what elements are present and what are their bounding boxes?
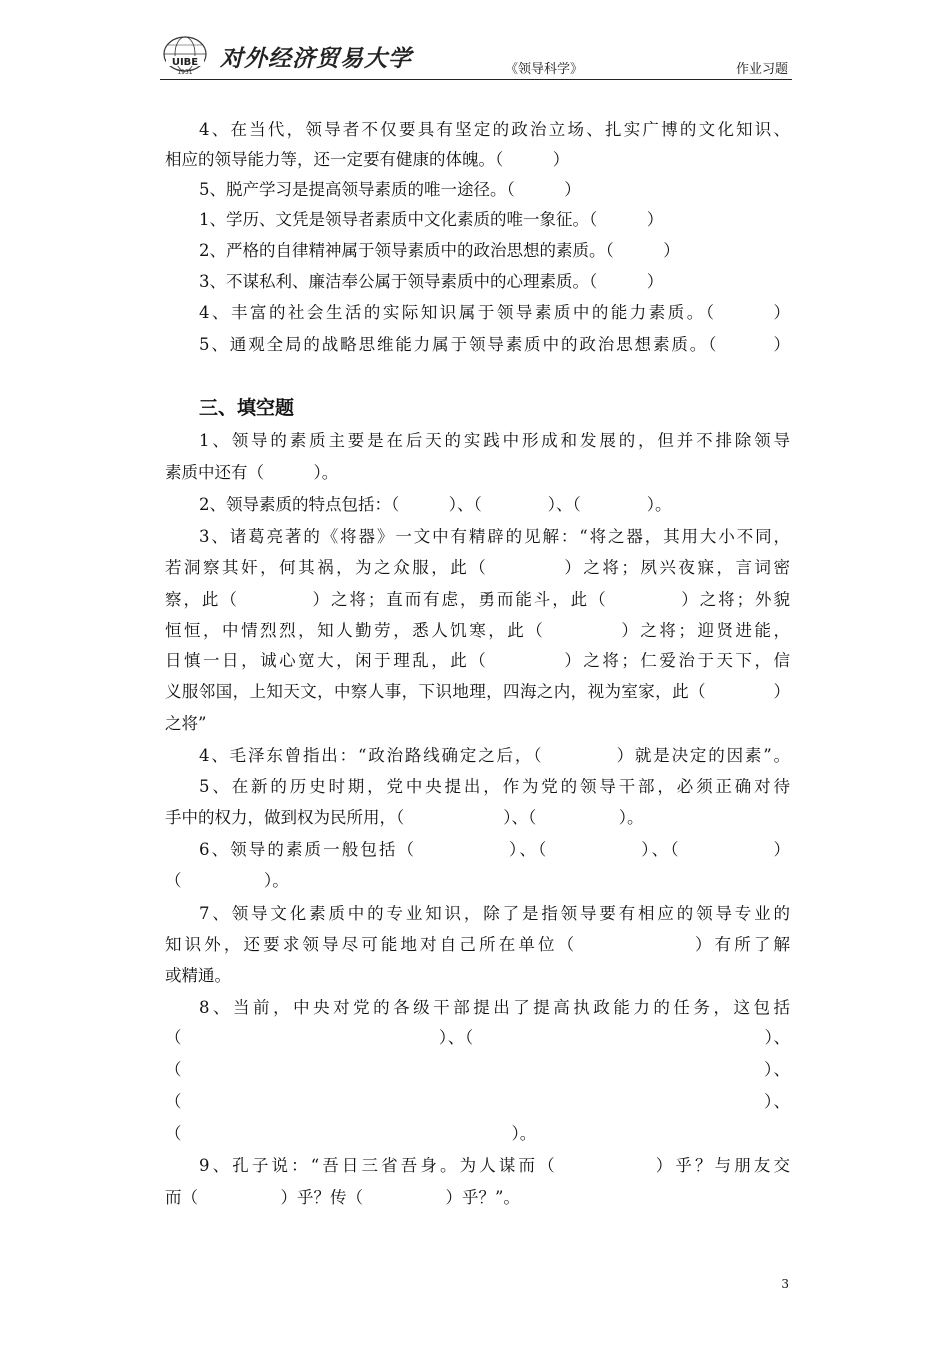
text-line: （ ）、 (165, 1092, 790, 1111)
section-heading: 三、填空题 (199, 397, 295, 419)
text-line: 义服邻国，上知天文，中察人事，下识地理，四海之内，视为室家，此（ ） (165, 682, 790, 701)
text-line: 之将” (165, 714, 207, 733)
text-line: 1、学历、文凭是领导者素质中文化素质的唯一象征。（ ） (199, 210, 664, 229)
university-logo-icon (160, 34, 210, 76)
text-line: 3、诸葛亮著的《将器》一文中有精辟的见解：“将之器，其用大小不同， (199, 527, 790, 546)
text-line: 4、在当代，领导者不仅要具有坚定的政治立场、扎实广博的文化知识、 (199, 120, 790, 139)
text-line: 6、领导的素质一般包括（ ）、（ ）、（ ） (199, 840, 790, 859)
text-line: 9、孔子说：“吾日三省吾身。为人谋而（ ）乎？与朋友交 (199, 1156, 790, 1175)
text-line: 知识外，还要求领导尽可能地对自己所在单位（ ）有所了解 (165, 935, 790, 954)
text-line: 8、当前，中央对党的各级干部提出了提高执政能力的任务，这包括 (199, 998, 790, 1017)
text-line: 5、脱产学习是提高领导素质的唯一途径。（ ） (199, 180, 581, 199)
course-title: 《领导科学》 (505, 62, 584, 77)
text-line: 4、毛泽东曾指出：“政治路线确定之后，（ ）就是决定的因素”。 (199, 746, 790, 765)
text-line: （ ）、 (165, 1060, 790, 1079)
text-line: 手中的权力，做到权为民所用，（ ）、（ ）。 (165, 808, 644, 827)
svg-text:UIBE: UIBE (171, 57, 199, 68)
text-line: 日慎一日，诚心宽大，闲于理乱，此（ ）之将；仁爱治于天下，信 (165, 651, 790, 670)
text-line: 5、通观全局的战略思维能力属于领导素质中的政治思想素质。（ ） (199, 335, 790, 354)
text-line: 若洞察其奸，何其祸，为之众服，此（ ）之将；夙兴夜寐，言词密 (165, 558, 790, 577)
text-line: 素质中还有（ ）。 (165, 463, 339, 482)
text-line: （ ）。 (165, 871, 289, 890)
page-number: 3 (781, 1277, 789, 1291)
text-line: 5、在新的历史时期，党中央提出，作为党的领导干部，必须正确对待 (199, 777, 790, 796)
header-rule (160, 79, 792, 80)
svg-text:1951: 1951 (177, 69, 193, 76)
text-line: 1、领导的素质主要是在后天的实践中形成和发展的，但并不排除领导 (199, 431, 790, 450)
text-line: 恒恒，中情烈烈，知人勤劳，悉人饥寒，此（ ）之将；迎贤进能， (165, 621, 790, 640)
university-name: 对外经济贸易大学 (220, 45, 412, 72)
text-line: 2、领导素质的特点包括：（ ）、（ ）、（ ）。 (199, 495, 672, 514)
text-line: 4、丰富的社会生活的实际知识属于领导素质中的能力素质。（ ） (199, 303, 790, 322)
text-line: 察，此（ ）之将；直而有虑，勇而能斗，此（ ）之将；外貌 (165, 590, 790, 609)
text-line: （ ）。 (165, 1124, 537, 1143)
section-tag: 作业习题 (735, 62, 788, 77)
text-line: （ ）、（ ）、 (165, 1028, 790, 1047)
text-line: 3、不谋私利、廉洁奉公属于领导素质中的心理素质。（ ） (199, 272, 664, 291)
page-header (160, 30, 792, 80)
text-line: 相应的领导能力等，还一定要有健康的体魄。（ ） (165, 150, 570, 169)
text-line: 而（ ）乎？传（ ）乎？”。 (165, 1188, 520, 1207)
text-line: 7、领导文化素质中的专业知识，除了是指领导要有相应的领导专业的 (199, 904, 790, 923)
text-line: 或精通。 (165, 966, 231, 985)
text-line: 2、严格的自律精神属于领导素质中的政治思想的素质。（ ） (199, 241, 680, 260)
